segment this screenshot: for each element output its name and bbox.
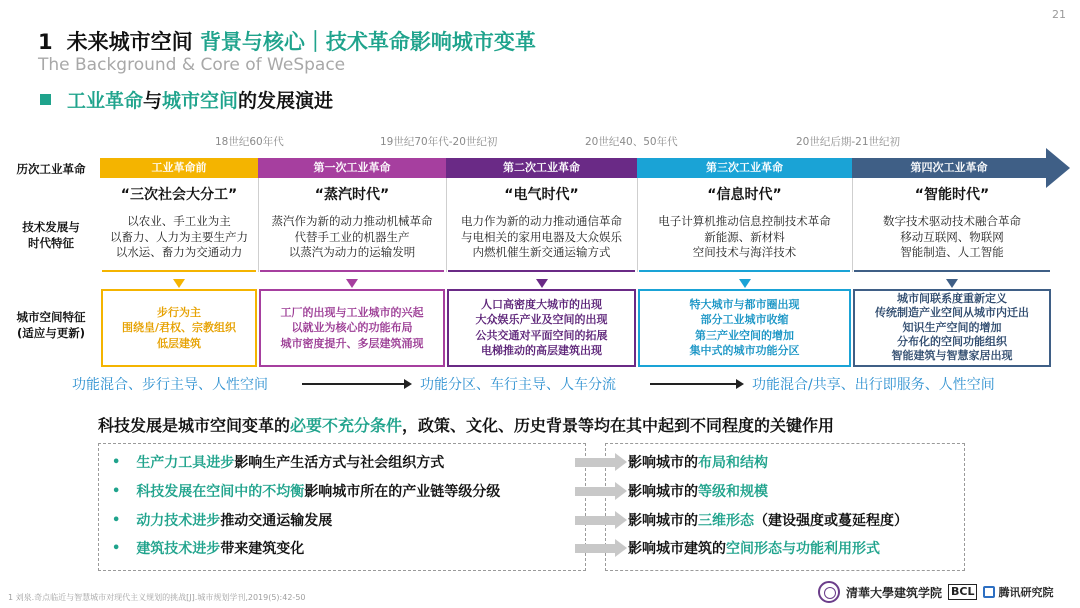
phase-description-line: 蒸汽作为新的动力推动机械革命 (271, 214, 433, 228)
row-label-space (10, 310, 92, 341)
phase-description-line: 以农业、手工业为主 (127, 214, 231, 228)
row-label-line: 时代特征 (28, 235, 74, 250)
space-feature-line: 知识生产空间的增加 (902, 320, 1002, 334)
gray-right-arrow-icon (575, 544, 615, 553)
flow-stage: 功能混合/共享、出行即服务、人性空间 (752, 377, 995, 393)
space-feature-line: 低层建筑 (157, 336, 201, 350)
flow-arrow-icon (302, 383, 410, 385)
tencent-logo (983, 584, 1053, 600)
phase-description-line: 空间技术与海洋技术 (692, 245, 797, 260)
phase-era-title: “智能时代” (914, 187, 990, 203)
era-label: 20世纪后期-21世纪初 (796, 136, 901, 148)
key-statement-part: 科技发展是城市空间变革的 (98, 416, 291, 435)
space-feature-line: 分布化的空间功能组织 (897, 334, 1007, 348)
factor-text: 带来建筑变化 (220, 541, 305, 557)
phase-tab: 第三次工业革命 (637, 158, 852, 178)
row-label-line: 城市空间特征 (16, 310, 86, 324)
row-label-industrial-revolution: 历次工业革命 (16, 162, 86, 176)
phase-tab: 工业革命前 (100, 158, 258, 178)
impact-highlight: 等级和规模 (698, 484, 768, 500)
key-statement (98, 413, 834, 436)
flow-stage: 功能混合、步行主导、人性空间 (72, 377, 268, 393)
footnote: 1 刘泉.奇点临近与智慧城市对现代主义规划的挑战[J].城市规划学刊,2019(5):42-50 (8, 593, 306, 602)
bullet-dot-icon: • (112, 483, 121, 499)
tencent-mark-icon (983, 586, 995, 598)
phase-description (100, 214, 258, 261)
impact-text: 影响城市的 (628, 484, 698, 500)
tsinghua-logo: 清華大學建筑学院 (846, 585, 943, 600)
impact-highlight: 三维形态 (698, 513, 754, 529)
phase-divider (852, 178, 853, 272)
phase-divider (258, 178, 259, 272)
phase-tab: 第一次工业革命 (258, 158, 446, 178)
phase-description-line: 以畜力、人力为主要生产力 (110, 229, 248, 244)
key-statement-highlight: 必要不充分条件 (290, 416, 403, 435)
phase-underline (260, 270, 444, 272)
phase-underline (102, 270, 256, 272)
phase-description-line: 以水运、畜力为交通动力 (115, 245, 243, 260)
phase-era-title: “电气时代” (504, 187, 579, 203)
phase-description-line: 智能制造、人工智能 (900, 245, 1004, 260)
space-feature-line: 传统制造产业空间从城市内迁出 (875, 306, 1029, 320)
phase-description (852, 214, 1052, 261)
phase-tab: 第二次工业革命 (446, 158, 637, 178)
square-bullet-icon (40, 94, 51, 105)
gray-right-arrow-icon (575, 487, 615, 496)
section-heading-part: 城市空间 (162, 90, 239, 112)
impact-highlight: 空间形态与功能利用形式 (726, 541, 880, 557)
phase-era-title: “信息时代” (707, 187, 782, 203)
factor-highlight: 建筑技术进步 (136, 541, 221, 557)
phase-underline (639, 270, 850, 272)
gray-right-arrow-icon (575, 516, 615, 525)
factor-text: 影响城市所在的产业链等级分级 (304, 484, 501, 500)
space-feature-line: 第三产业空间的增加 (695, 328, 794, 342)
phase-underline (854, 270, 1050, 272)
row-label-tech (10, 220, 92, 251)
bcl-logo: BCL (948, 584, 977, 600)
space-feature-line: 特大城市与都市圈出现 (689, 298, 800, 311)
space-feature-line: 公共交通对平面空间的拓展 (475, 328, 608, 342)
subtitle-english: The Background & Core of WeSpace (38, 55, 346, 75)
factor-item (112, 510, 332, 530)
space-feature-line: 工厂的出现与工业城市的兴起 (280, 306, 424, 319)
phase-description-line: 电子计算机推动信息控制技术革命 (658, 214, 831, 228)
era-label: 20世纪40、50年代 (585, 136, 678, 148)
tencent-logo-text: 腾讯研究院 (998, 586, 1054, 599)
phase-description-line: 内燃机催生新交通运输方式 (472, 245, 611, 260)
phase-description-line: 电力作为新的动力推动通信革命 (461, 214, 622, 228)
down-arrow-icon (536, 279, 548, 288)
tsinghua-seal-icon (818, 581, 840, 603)
factor-highlight: 动力技术进步 (136, 513, 221, 529)
factor-highlight: 生产力工具进步 (136, 455, 235, 471)
phase-underline (448, 270, 635, 272)
phase-era-title: “蒸汽时代” (314, 187, 390, 203)
phase-description-line: 数字技术驱动技术融合革命 (883, 214, 1021, 228)
space-feature-line: 步行为主 (157, 306, 201, 319)
section-heading-part: 与 (143, 90, 163, 112)
phase-divider (446, 178, 447, 272)
space-feature-box (853, 289, 1051, 367)
space-feature-box (638, 289, 851, 367)
page-number: 21 (1052, 8, 1066, 21)
space-feature-line: 部分工业城市收缩 (700, 313, 789, 327)
impact-text: 影响城市建筑的 (628, 541, 726, 557)
impact-highlight: 布局和结构 (698, 455, 768, 471)
impact-item (628, 510, 908, 530)
phase-tab: 第四次工业革命 (852, 158, 1046, 178)
phase-description-line: 代替手工业的机器生产 (294, 229, 410, 244)
bullet-dot-icon: • (112, 540, 121, 556)
down-arrow-icon (946, 279, 958, 288)
impact-item (628, 452, 768, 472)
phase-description-line: 以蒸汽为动力的运输发明 (288, 245, 416, 260)
title-number: 1 (38, 30, 53, 54)
space-feature-line: 人口高密度大城市的出现 (481, 298, 602, 311)
phase-description (446, 214, 637, 261)
section-heading-part: 工业革命 (67, 90, 144, 112)
gray-right-arrow-icon (575, 458, 615, 467)
era-label: 19世纪70年代-20世纪初 (380, 136, 498, 148)
space-feature-line: 集中式的城市功能分区 (689, 344, 800, 358)
space-feature-line: 城市间联系度重新定义 (897, 292, 1007, 305)
flow-arrow-icon (650, 383, 742, 385)
logo-strip (818, 580, 1053, 604)
phase-description (637, 214, 852, 261)
space-feature-line: 大众娱乐产业及空间的出现 (475, 313, 608, 327)
space-feature-line: 智能建筑与智慧家居出现 (891, 349, 1013, 363)
row-label-line: 技术发展与 (22, 220, 80, 234)
era-label: 18世纪60年代 (215, 136, 284, 148)
section-heading (40, 86, 333, 113)
phase-divider (637, 178, 638, 272)
impact-item (628, 481, 768, 501)
page-title (38, 26, 536, 56)
impact-text: 影响城市的 (628, 513, 698, 529)
impact-text: 影响城市的 (628, 455, 698, 471)
section-heading-part: 的发展演进 (238, 90, 334, 112)
phase-era-title: “三次社会大分工” (120, 187, 238, 203)
impact-tail: （建设强度或蔓延程度） (754, 513, 908, 529)
space-feature-line: 城市密度提升、多层建筑涌现 (280, 336, 424, 350)
title-highlight: 背景与核心｜技术革命影响城市变革 (199, 30, 536, 54)
space-feature-line: 围绕皇/君权、宗教组织 (121, 321, 237, 335)
phase-description-line: 新能源、新材料 (704, 229, 785, 244)
factor-text: 影响生产生活方式与社会组织方式 (234, 455, 445, 471)
factor-item (112, 481, 500, 501)
factor-item (112, 538, 304, 558)
space-feature-box (447, 289, 636, 367)
down-arrow-icon (173, 279, 185, 288)
phase-description-line: 移动互联网、物联网 (900, 229, 1004, 244)
impact-item (628, 538, 880, 558)
flow-stage: 功能分区、车行主导、人车分流 (420, 377, 616, 393)
factor-highlight: 科技发展在空间中的不均衡 (136, 484, 305, 500)
key-statement-part: ，政策、文化、历史背景等均在其中起到不同程度的关键作用 (402, 416, 835, 435)
factor-item (112, 452, 444, 472)
down-arrow-icon (739, 279, 751, 288)
down-arrow-icon (346, 279, 358, 288)
space-feature-line: 以就业为核心的功能布局 (291, 321, 413, 335)
row-label-line: (适应与更新) (16, 325, 85, 340)
factor-text: 推动交通运输发展 (220, 513, 333, 529)
space-feature-line: 电梯推动的高层建筑出现 (481, 344, 602, 358)
phase-description (258, 214, 446, 261)
space-feature-box (101, 289, 257, 367)
bullet-dot-icon: • (112, 512, 121, 528)
phase-description-line: 与电相关的家用电器及大众娱乐 (461, 229, 622, 244)
space-feature-box (259, 289, 445, 367)
timeline-arrow-head-icon (1046, 148, 1070, 188)
title-main: 未来城市空间 (66, 30, 193, 54)
bullet-dot-icon: • (112, 454, 121, 470)
